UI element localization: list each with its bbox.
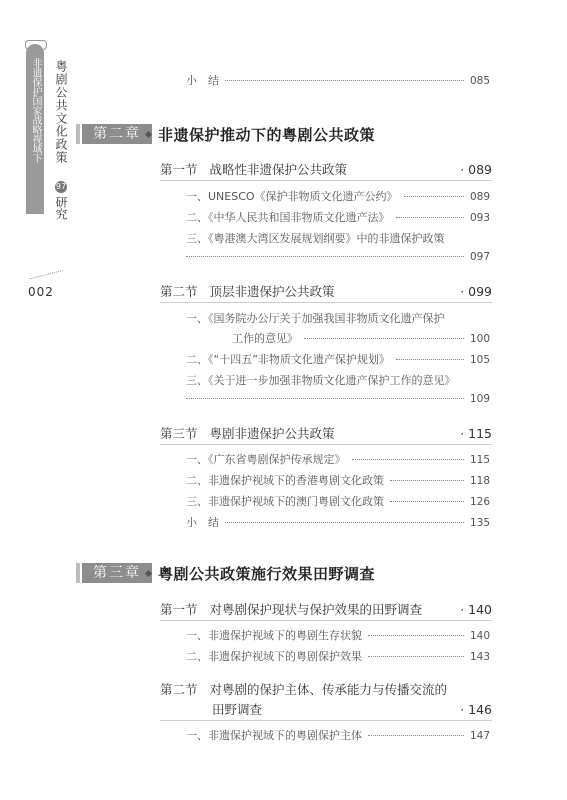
section-divider xyxy=(160,180,492,181)
toc-entry[interactable] xyxy=(186,351,490,367)
leader-dots xyxy=(368,656,464,657)
book-title: 粤剧公共文化政策 xyxy=(54,60,68,164)
section-divider xyxy=(160,302,492,303)
section-number: 第三节 xyxy=(160,426,198,441)
toc-entry-title-line[interactable] xyxy=(186,310,490,326)
leader-dots xyxy=(404,196,464,197)
toc-section[interactable] xyxy=(160,160,492,178)
toc-section[interactable] xyxy=(160,424,492,442)
toc-entry[interactable] xyxy=(186,472,490,488)
toc-entry-page: 147 xyxy=(469,730,490,742)
section-title: 顶层非遗保护公共政策 xyxy=(209,284,335,299)
toc-entry-page: 140 xyxy=(469,630,490,642)
section-title: 对粤剧的保护主体、传承能力与传播交流的 xyxy=(209,682,448,697)
toc-entry-title: 二、《中华人民共和国非物质文化遗产法》 xyxy=(186,211,390,224)
toc-entry-page: 100 xyxy=(469,333,490,345)
toc-section[interactable] xyxy=(212,700,492,718)
toc-entry-title-line[interactable] xyxy=(186,372,490,388)
decorative-dots xyxy=(30,270,65,285)
toc-entry-title-cont: 工作的意见》 xyxy=(232,332,298,345)
section-title: 战略性非遗保护公共政策 xyxy=(209,162,348,177)
toc-entry[interactable] xyxy=(186,493,490,509)
toc-entry[interactable] xyxy=(186,627,490,643)
toc-section[interactable] xyxy=(160,282,492,300)
chapter-title[interactable]: 非遗保护推动下的粤剧公共政策 xyxy=(158,126,376,144)
section-number: 第一节 xyxy=(160,602,198,617)
section-page: · 089 xyxy=(460,162,492,177)
toc-entry-page: 089 xyxy=(469,191,490,203)
toc-entry[interactable] xyxy=(186,72,490,88)
toc-section-title-line[interactable] xyxy=(160,680,492,698)
leader-dots xyxy=(390,501,464,502)
section-divider xyxy=(160,720,492,721)
section-number: 第一节 xyxy=(160,162,198,177)
toc-entry-page: 118 xyxy=(469,475,490,487)
leader-dots xyxy=(396,359,464,360)
toc-entry-page: 143 xyxy=(469,651,490,663)
side-banner xyxy=(26,44,44,214)
toc-entry-page: 109 xyxy=(469,393,490,405)
toc-entry-page: 097 xyxy=(469,251,490,263)
toc-entry-title: 三、非遗保护视域下的澳门粤剧文化政策 xyxy=(186,495,384,508)
toc-entry[interactable] xyxy=(186,251,490,263)
toc-entry[interactable] xyxy=(186,451,490,467)
section-page: · 099 xyxy=(460,284,492,299)
toc-entry[interactable] xyxy=(186,648,490,664)
leader-dots xyxy=(368,635,464,636)
toc-entry[interactable] xyxy=(186,727,490,743)
toc-entry-title: 一、非遗保护视域下的粤剧生存状貌 xyxy=(186,629,362,642)
toc-entry-title: 一、非遗保护视域下的粤剧保护主体 xyxy=(186,729,362,742)
toc-entry-title: 二、非遗保护视域下的香港粤剧文化政策 xyxy=(186,474,384,487)
toc-entry-title: 一、《国务院办公厅关于加强我国非物质文化遗产保护 xyxy=(186,312,445,325)
toc-entry-title: 一、UNESCO《保护非物质文化遗产公约》 xyxy=(186,190,398,203)
chapter-label: 第二章 xyxy=(82,124,152,144)
section-title: 粤剧非遗保护公共政策 xyxy=(209,426,335,441)
leader-dots xyxy=(225,522,464,523)
toc-entry-page: 115 xyxy=(469,454,490,466)
leader-dots xyxy=(390,480,464,481)
section-page: · 140 xyxy=(460,602,492,617)
leader-dots xyxy=(352,459,464,460)
toc-entry-title: 小 结 xyxy=(186,516,219,529)
toc-entry-title: 小 结 xyxy=(186,74,219,87)
toc-entry-page: 085 xyxy=(469,75,490,87)
toc-entry[interactable] xyxy=(232,330,490,346)
chapter-title[interactable]: 粤剧公共政策施行效果田野调查 xyxy=(158,565,376,583)
section-number: 第二节 xyxy=(160,284,198,299)
leader-dots xyxy=(304,338,464,339)
volume-badge: 97 xyxy=(55,182,67,191)
toc-entry-title-line[interactable] xyxy=(186,230,490,246)
toc-entry-page: 126 xyxy=(469,496,490,508)
leader-dots xyxy=(225,80,464,81)
toc-entry-title: 二、《“十四五”非物质文化遗产保护规划》 xyxy=(186,353,390,366)
toc-entry[interactable] xyxy=(186,514,490,530)
section-title: 对粤剧保护现状与保护效果的田野调查 xyxy=(209,602,423,617)
toc-entry-page: 135 xyxy=(469,517,490,529)
toc-entry[interactable] xyxy=(186,209,490,225)
toc-entry-title: 三、《粤港澳大湾区发展规划纲要》中的非遗保护政策 xyxy=(186,232,445,245)
chapter-label: 第三章 xyxy=(82,563,152,583)
section-page: · 115 xyxy=(460,426,492,441)
toc-entry[interactable] xyxy=(186,393,490,405)
toc-entry[interactable] xyxy=(186,188,490,204)
toc-entry-title: 二、非遗保护视域下的粤剧保护效果 xyxy=(186,650,362,663)
toc-entry-page: 105 xyxy=(469,354,490,366)
toc-entry-title: 三、《关于进一步加强非物质文化遗产保护工作的意见》 xyxy=(186,374,456,387)
section-divider xyxy=(160,620,492,621)
side-banner-text: 非遗保护国家战略视域下 xyxy=(30,58,41,163)
leader-dots xyxy=(368,735,464,736)
leader-dots xyxy=(186,256,464,257)
toc-entry-title: 一、《广东省粤剧保护传承规定》 xyxy=(186,453,346,466)
leader-dots xyxy=(186,398,464,399)
toc-section[interactable] xyxy=(160,600,492,618)
leader-dots xyxy=(396,217,464,218)
page-number: 002 xyxy=(28,285,54,299)
section-page: · 146 xyxy=(460,702,492,717)
section-divider xyxy=(160,444,492,445)
section-title-cont: 田野调查 xyxy=(212,702,263,717)
section-number: 第二节 xyxy=(160,682,198,697)
toc-entry-page: 093 xyxy=(469,212,490,224)
book-title-suffix: 研究 xyxy=(54,196,68,220)
